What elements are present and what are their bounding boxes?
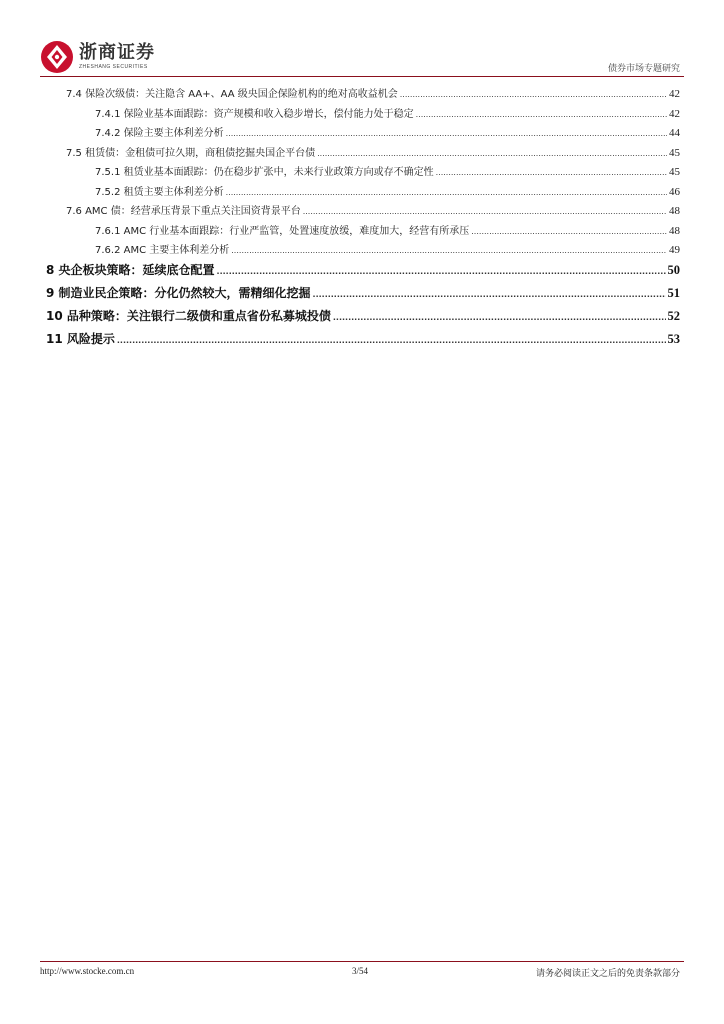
toc-entry[interactable] [40,202,680,222]
toc-leader-dots [226,129,667,138]
toc-entry-page: 48 [669,205,680,217]
toc-entry[interactable] [40,241,680,261]
page-number: 3/54 [352,966,369,976]
toc-leader-dots [400,90,667,99]
toc-entry-page: 44 [669,127,680,139]
toc-entry[interactable] [40,144,680,164]
toc-leader-dots [471,227,667,236]
table-of-contents [40,85,680,353]
toc-entry-label: 11 风险提示 [46,331,115,346]
zheshang-logo-icon [40,40,74,74]
toc-leader-dots [333,313,666,322]
toc-entry[interactable] [40,330,680,353]
toc-leader-dots [117,336,666,345]
toc-entry-label: 7.6 AMC 债：经营承压背景下重点关注国资背景平台 [66,206,301,217]
toc-entry-label: 7.4 保险次级债：关注隐含 AA+、AA 级央国企保险机构的绝对高收益机会 [66,89,398,100]
toc-entry-label: 8 央企板块策略：延续底仓配置 [46,262,215,277]
toc-leader-dots [436,168,667,177]
toc-entry-label: 7.5 租赁债：金租债可拉久期，商租债挖掘央国企平台债 [66,147,316,159]
toc-entry-page: 49 [669,244,680,256]
toc-leader-dots [416,110,667,119]
toc-leader-dots [317,149,667,158]
toc-entry-page: 51 [667,285,680,300]
toc-entry[interactable] [40,105,680,125]
report-type: 债券市场专题研究 [607,64,680,74]
toc-leader-dots [217,267,666,276]
toc-entry-label: 10 品种策略：关注银行二级债和重点省份私募城投债 [46,308,331,323]
toc-entry-page: 52 [667,308,680,323]
toc-entry-page: 42 [669,107,680,120]
toc-entry-page: 53 [667,331,680,346]
toc-entry-page: 42 [669,88,680,100]
toc-entry[interactable] [40,261,680,284]
toc-entry-label: 7.5.2 租赁主要主体利差分析 [95,186,224,198]
toc-entry-page: 46 [669,185,680,198]
toc-entry[interactable] [40,183,680,203]
company-logo [40,40,155,74]
header-divider [40,76,684,77]
toc-entry-page: 45 [669,146,680,159]
toc-entry[interactable] [40,124,680,144]
toc-entry[interactable] [40,163,680,183]
page-header [40,40,684,78]
toc-leader-dots [313,290,666,299]
toc-leader-dots [226,188,667,197]
footer-divider [40,961,684,962]
toc-entry-label: 7.5.1 租赁业基本面跟踪：仍在稳步扩张中，未来行业政策方向或存不确定性 [95,167,434,178]
toc-entry[interactable] [40,85,680,105]
toc-entry-label: 7.6.2 AMC 主要主体利差分析 [95,245,230,256]
toc-entry-label: 7.4.2 保险主要主体利差分析 [95,128,224,139]
toc-entry-label: 7.6.1 AMC 行业基本面跟踪：行业严监管，处置速度放缓，难度加大，经营有所承压 [95,225,470,237]
toc-entry[interactable] [40,284,680,307]
toc-entry-page: 50 [667,262,680,277]
toc-entry[interactable] [40,222,680,242]
logo-en-text: ZHESHANG SECURITIES [79,64,148,70]
toc-entry-page: 48 [669,224,680,237]
toc-entry[interactable] [40,307,680,330]
disclaimer-note: 请务必阅读正文之后的免责条款部分 [535,969,680,979]
toc-leader-dots [303,207,667,216]
toc-entry-page: 45 [669,166,680,178]
toc-entry-label: 9 制造业民企策略：分化仍然较大，需精细化挖掘 [46,285,311,300]
toc-leader-dots [231,246,667,255]
toc-entry-label: 7.4.1 保险业基本面跟踪：资产规模和收入稳步增长，偿付能力处于稳定 [95,108,414,120]
logo-cn-text: 浙商证券 [79,42,155,63]
website-link[interactable]: http://www.stocke.com.cn [40,966,135,976]
